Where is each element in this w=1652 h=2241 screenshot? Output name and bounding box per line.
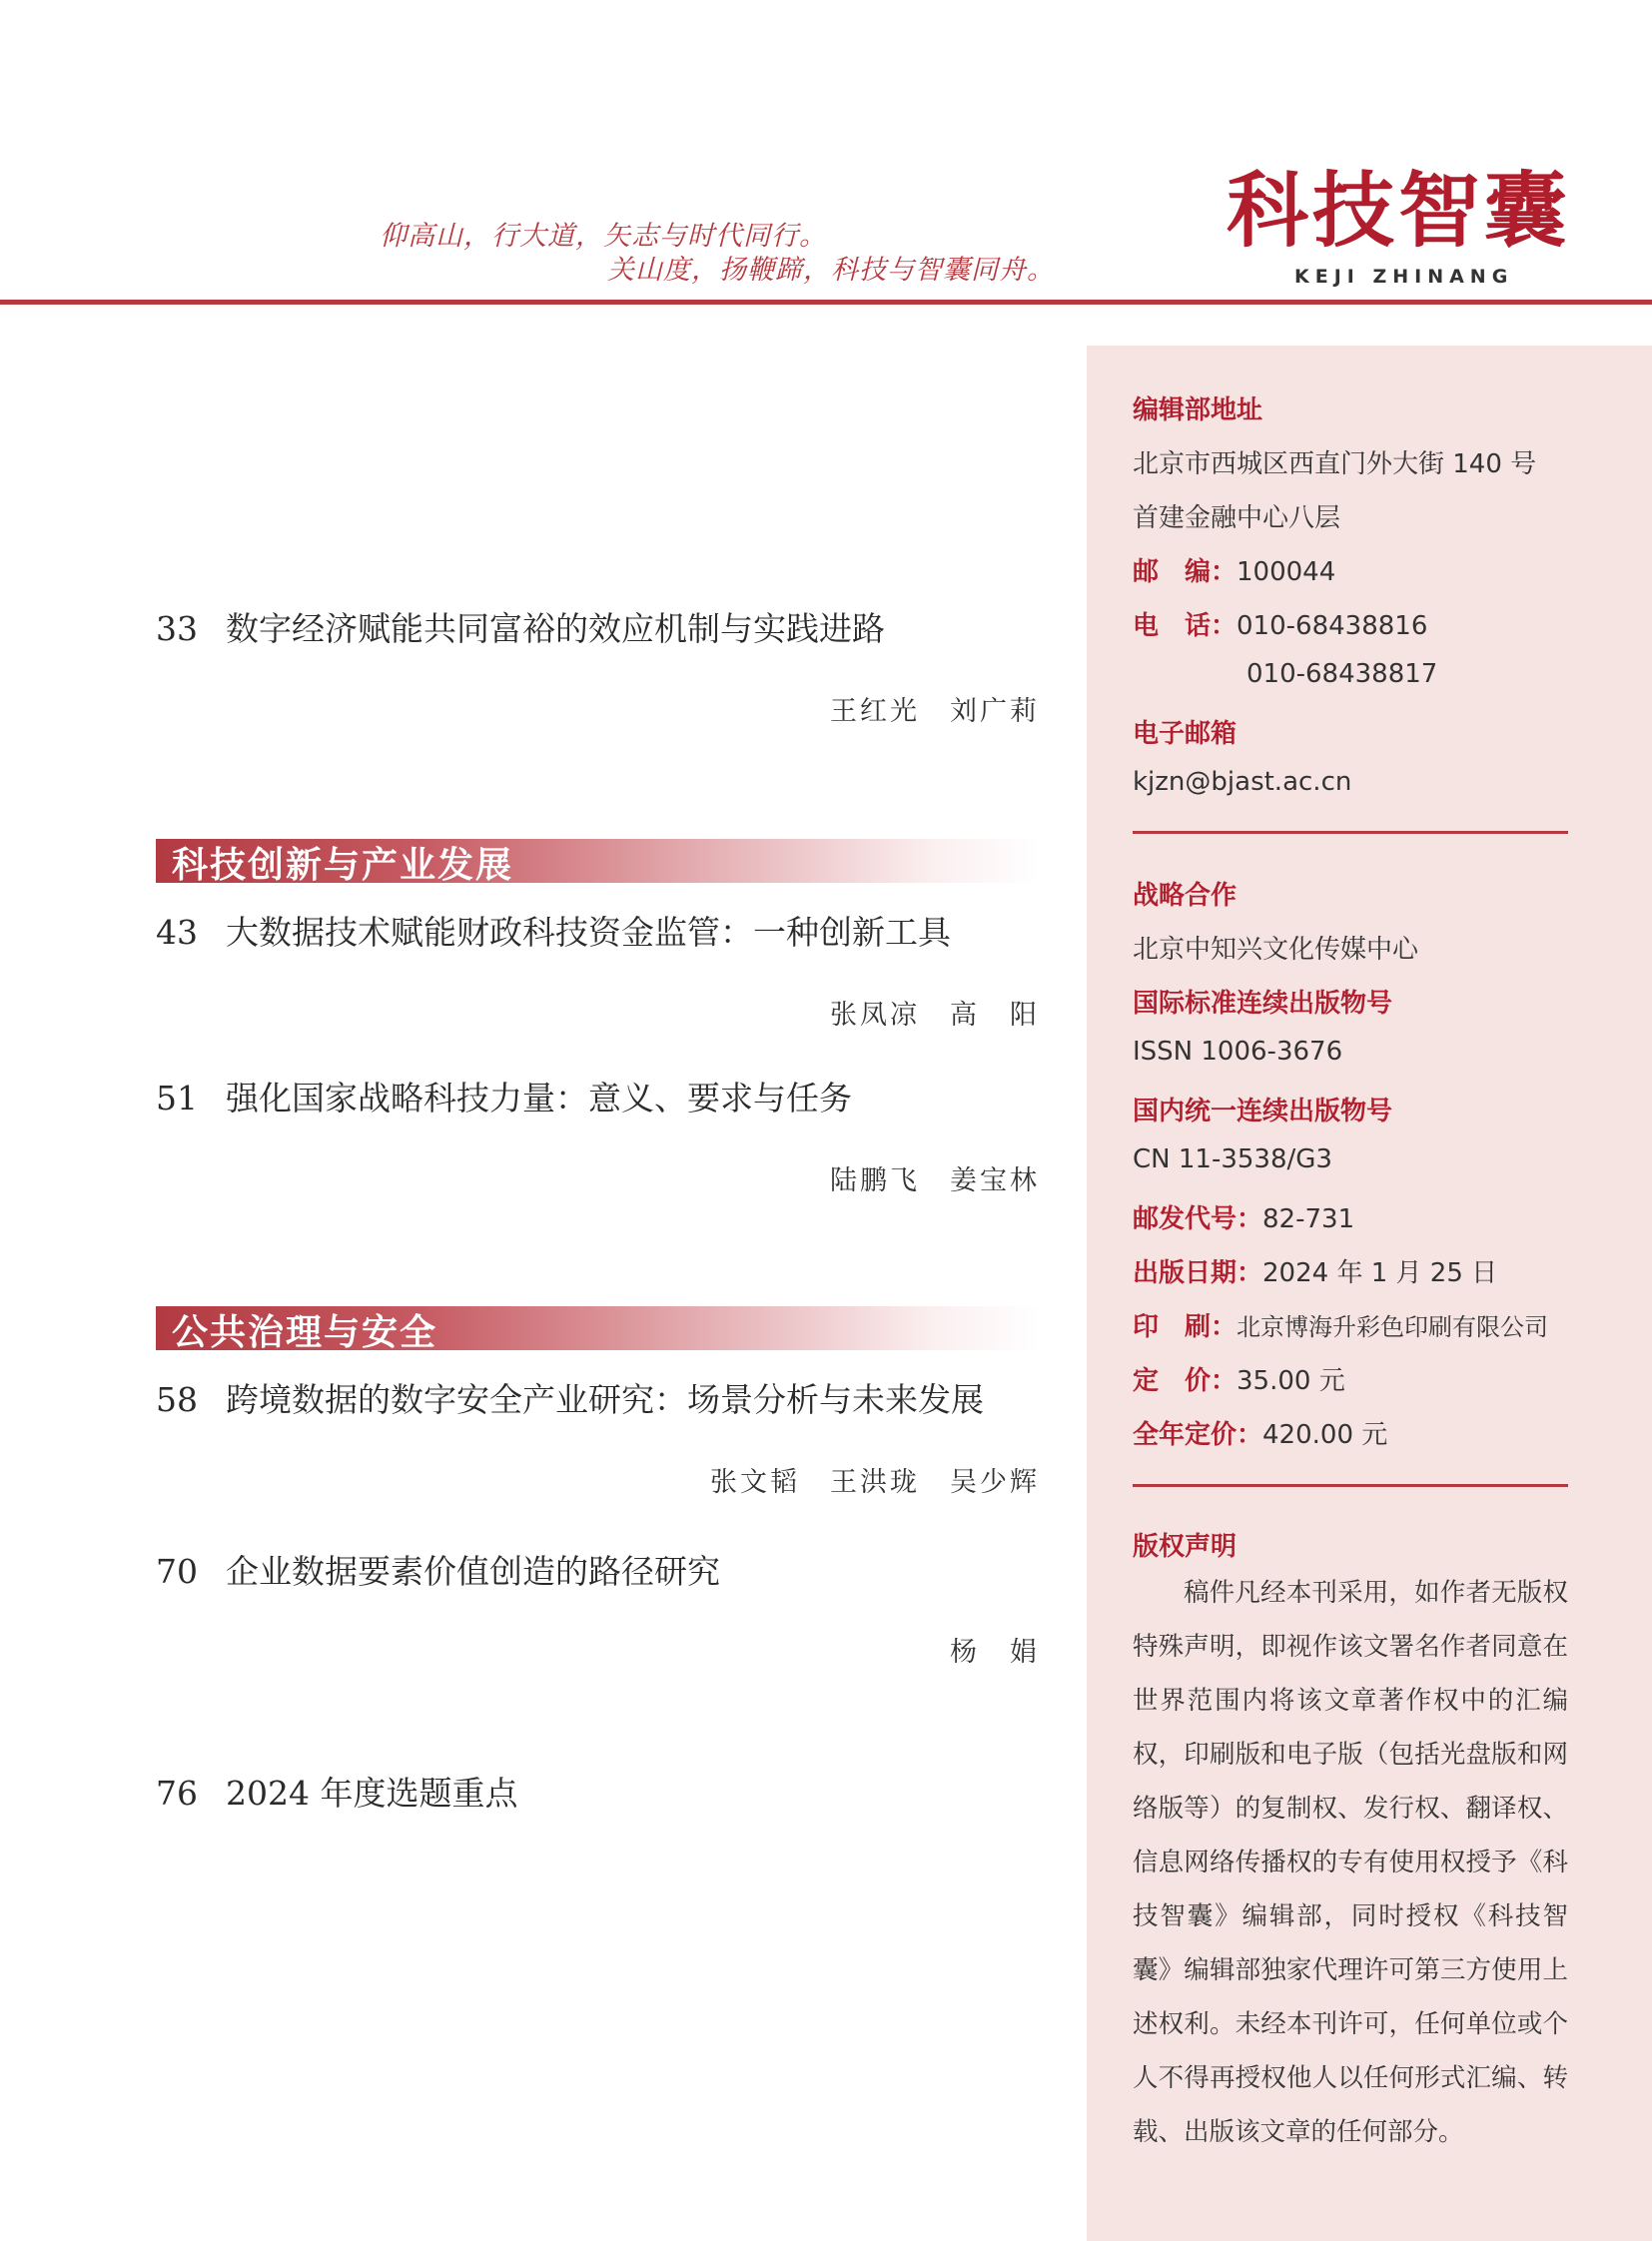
price-row [1133,1360,1345,1397]
postcode-label: 邮 编： [1133,557,1238,587]
slogan-line-1: 仰高山，行大道，矢志与时代同行。 [380,221,827,252]
phone-label: 电 话： [1133,611,1238,641]
copyright-text: 稿件凡经本刊采用，如作者无版权特殊声明，即视作该文署名作者同意在世界范围内将该文章著作权中的汇编权，印刷版和电子版（包括光盘版和网络版等）的复制权、发行权、翻译权、信息网络传播权的专有使用权授予《科技智囊》编辑部，同时授权《科技智囊》编辑部独家代理许可第三方使用上述权利。未经本刊许可，任何单位或个人不得再授权他人以任何形式汇编、转载、出版该文章的任何部分。 [1133,1578,1568,2147]
cn-value: CN 11-3538/G3 [1133,1144,1332,1174]
email-heading: 电子邮箱 [1133,719,1238,749]
address-line-2: 首建金融中心八层 [1133,503,1341,533]
email-value[interactable]: kjzn@bjast.ac.cn [1133,767,1352,797]
toc-entry[interactable] [156,907,951,954]
toc-entry[interactable] [156,1546,720,1593]
mail-code-label: 邮发代号： [1133,1204,1263,1234]
toc-authors: 陆鹏飞 姜宝林 [830,1165,1040,1196]
toc-page-number: 76 [156,1774,198,1813]
toc-authors: 张凤凉 高 阳 [830,1000,1040,1031]
postcode-value: 100044 [1237,557,1336,587]
printer-row [1133,1306,1548,1343]
annual-price-value: 420.00 元 [1262,1420,1388,1450]
toc-page-number: 51 [156,1079,198,1118]
toc-authors: 王红光 刘广莉 [830,696,1040,727]
toc-entry[interactable] [156,1768,517,1815]
phone-value-1: 010-68438816 [1237,611,1428,641]
magazine-logo-pinyin: KEJI ZHINANG [1294,266,1514,288]
pub-date-label: 出版日期： [1133,1258,1263,1288]
postcode-row [1133,551,1335,588]
section-header-tech-innovation [156,839,1039,886]
toc-title: 企业数据要素价值创造的路径研究 [226,1552,720,1591]
toc-page-number: 43 [156,913,198,952]
header-divider [0,300,1652,305]
slogan-line-2: 关山度，扬鞭蹄，科技与智囊同舟。 [607,255,1055,286]
annual-price-label: 全年定价： [1133,1420,1263,1450]
price-label: 定 价： [1133,1366,1238,1396]
printer-value: 北京博海升彩色印刷有限公司 [1237,1313,1549,1341]
cn-heading: 国内统一连续出版物号 [1133,1097,1393,1126]
phone-row [1133,605,1427,642]
pub-date-row [1133,1252,1497,1289]
partner-value: 北京中知兴文化传媒中心 [1133,935,1419,965]
partner-heading: 战略合作 [1133,881,1238,911]
copyright-heading: 版权声明 [1133,1532,1238,1562]
toc-page-number: 58 [156,1380,198,1419]
mail-code-value: 82-731 [1262,1204,1355,1234]
toc-entry[interactable] [156,1073,852,1120]
toc-title: 2024 年度选题重点 [226,1774,518,1813]
magazine-logo: 科技智囊 [1227,163,1571,259]
toc-page-number: 33 [156,609,198,648]
section-title: 科技创新与产业发展 [172,845,514,886]
printer-label: 印 刷： [1133,1312,1238,1342]
address-line-1: 北京市西城区西直门外大街 140 号 [1133,449,1537,479]
section-header-public-governance [156,1306,1039,1353]
panel-divider [1133,831,1568,834]
toc-title: 强化国家战略科技力量：意义、要求与任务 [226,1079,852,1118]
section-title: 公共治理与安全 [172,1312,438,1353]
annual-price-row [1133,1414,1387,1451]
toc-page-number: 70 [156,1552,198,1591]
mail-code-row [1133,1198,1354,1235]
price-value: 35.00 元 [1237,1366,1345,1396]
pub-date-value: 2024 年 1 月 25 日 [1262,1258,1498,1288]
toc-authors: 杨 娟 [950,1637,1040,1668]
toc-title: 数字经济赋能共同富裕的效应机制与实践进路 [226,609,885,648]
issn-value: ISSN 1006-3676 [1133,1037,1343,1067]
issn-heading: 国际标准连续出版物号 [1133,989,1393,1019]
phone-value-2: 010-68438817 [1246,659,1438,689]
toc-authors: 张文韬 王洪珑 吴少辉 [710,1467,1040,1498]
toc-entry[interactable] [156,1374,984,1421]
toc-title: 跨境数据的数字安全产业研究：场景分析与未来发展 [226,1380,984,1419]
panel-divider [1133,1484,1568,1487]
toc-entry[interactable] [156,603,885,650]
address-heading: 编辑部地址 [1133,395,1263,425]
toc-title: 大数据技术赋能财政科技资金监管：一种创新工具 [226,913,951,952]
